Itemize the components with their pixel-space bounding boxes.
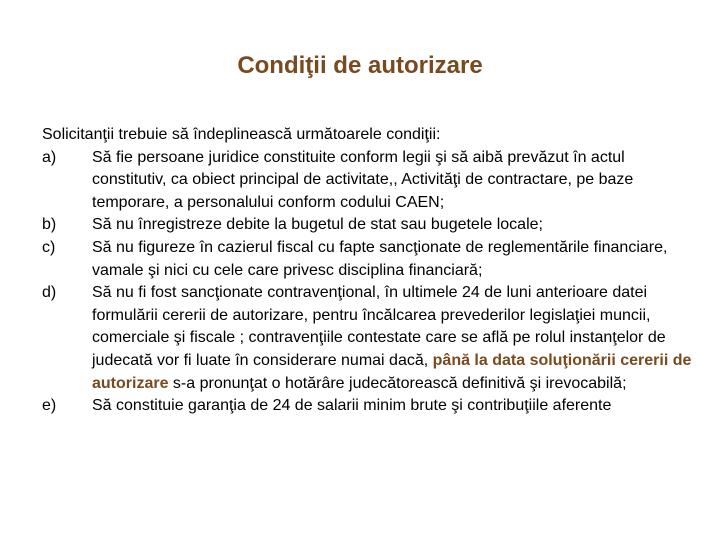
condition-label: c) [42, 238, 56, 256]
condition-label: b) [42, 216, 57, 234]
condition-label: e) [42, 397, 57, 415]
condition-text-after: s-a pronunţat o hotărâre judecătorească definitivă şi irevocabilă; [168, 374, 627, 392]
condition-item-b [42, 214, 692, 237]
condition-text: Să nu înregistreze debite la bugetul de stat sau bugetele locale; [92, 216, 543, 234]
condition-text-before: Să nu fi fost sancţionate contravenţional, în ultimele 24 de luni anterioare datei formulării cererii de autorizare, pentru încălcarea prevederilor legislaţiei muncii, comerciale şi fiscale ; contravenţiile contestate care se află pe rolul instanţelor de judecată vor fi luate în considerare numai dacă, [92, 284, 666, 369]
intro-text: Solicitanţii trebuie să îndeplinească următoarele condiţii: [42, 126, 441, 143]
condition-item-c [42, 237, 692, 282]
condition-text: Să nu figureze în cazierul fiscal cu fapte sancţionate de reglementările financiare, vamale şi nici cu cele care privesc disciplina financiară; [92, 238, 668, 279]
condition-item-a [42, 147, 692, 215]
slide-body [42, 124, 692, 418]
slide-title: Condiţii de autorizare [237, 52, 483, 79]
highlighted-phrase: până la data soluţionării cererii de autorizare [92, 351, 692, 392]
condition-text: Să fie persoane juridice constituite conform legii şi să aibă prevăzut în actul constitutiv, ca obiect principal de activitate,, Activităţi de contractare, pe baze temporare, a personalului conform codului CAEN; [92, 148, 634, 211]
condition-item-e [42, 395, 692, 418]
condition-text: Să constituie garanţia de 24 de salarii minim brute şi contribuţiile aferente [92, 397, 612, 415]
condition-text [92, 282, 692, 395]
condition-label: d) [42, 284, 57, 302]
condition-item-d [42, 282, 692, 395]
condition-label: a) [42, 148, 57, 166]
